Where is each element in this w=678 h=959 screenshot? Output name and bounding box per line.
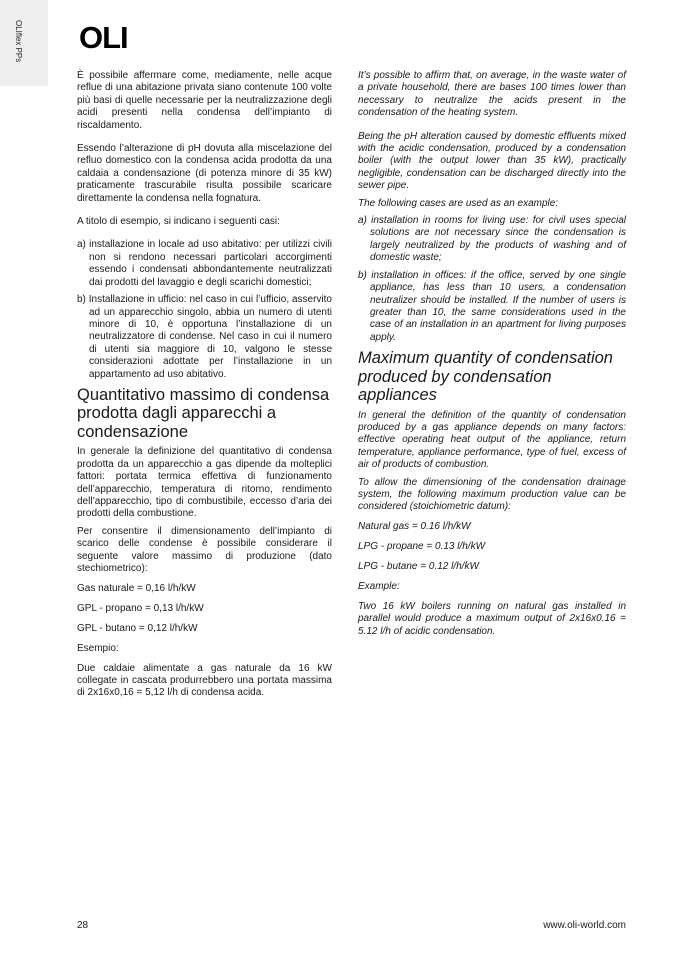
right-para-3: The following cases are used as an example: <box>358 197 559 209</box>
page-number: 28 <box>77 920 89 931</box>
left-value-1: Gas naturale = 0,16 l/h/kW <box>77 583 196 594</box>
left-value-2: GPL - propano = 0,13 l/h/kW <box>77 602 204 614</box>
left-para-2: Essendo l’alterazione di pH dovuta alla miscelazione del refluo domestico con la condensa acida prodotta da una caldaia a condensazione (di potenza minore di 35 kW) praticamente trascurabile risulta possibile scaricare direttamente la condensa nella fognatura. <box>77 143 332 204</box>
left-para-5: Per consentire il dimensionamento dell’impianto di scarico delle condense è possibile considerare il seguente valore massimo di produzione (dato stechiometrico): <box>77 525 332 575</box>
italian-column <box>77 70 332 700</box>
right-value-3: LPG - butane = 0.12 l/h/kW <box>358 561 479 573</box>
left-value-3: GPL - butano = 0,12 l/h/kW <box>77 622 198 634</box>
right-para-6: Two 16 kW boilers running on natural gas installed in parallel would produce a maximum output of 2x16x0.16 = 5.12 l/h of acidic condensation. <box>358 601 626 637</box>
right-para-1: It’s possible to affirm that, on average, in the waste water of a private household, there are bases 100 times lower than necessary to neutralize the acids present in the condensation of the heating system. <box>358 70 626 119</box>
left-para-3: A titolo di esempio, si indicano i seguenti casi: <box>77 216 280 228</box>
left-example-label: Esempio: <box>77 642 119 654</box>
right-value-1: Natural gas = 0.16 l/h/kW <box>358 521 471 533</box>
right-case-a: a) installation in rooms for living use: for civil uses special solutions are not necessary since the condensation is largely neutralized by the products of washing and of domestic waste; <box>358 215 626 264</box>
side-tab <box>0 0 48 86</box>
left-para-1: È possibile affermare come, mediamente, nelle acque reflue di una abitazione privata siano contenute 100 volte più basi di quelle necessarie per la neutralizzazione degli acidi presenti nella condensa dell’impianto di riscaldamento. <box>77 70 332 131</box>
right-para-5: To allow the dimensioning of the condensation drainage system, the following maximum production value can be considered (stoichiometric datum): <box>358 476 626 513</box>
left-para-6: Due caldaie alimentate a gas naturale da 16 kW collegate in cascata produrrebbero una portata massima di 2x16x0,16 = 5,12 l/h di condensa acida. <box>77 662 332 699</box>
right-value-2: LPG - propane = 0.13 l/h/kW <box>358 541 486 553</box>
oli-logo: OLI <box>79 20 128 55</box>
right-para-2: Being the pH alteration caused by domestic effluents mixed with the acidic condensation, produced by a condensation boiler (with the output lower than 35 kW), practically negligible, condensation can be discharged directly into the sewer pipe. <box>358 130 626 192</box>
left-case-b: b) Installazione in ufficio: nel caso in cui l’ufficio, asservito ad un apparecchio singolo, abbia un numero di utenti minore di 10, è opportuna l’installazione di un neutralizzatore di condense. Nel caso in cui il numero di utenti sia maggiore di 10, valgono le stesse considerazioni adottate per l’installazione in un appartamento ad uso abitativo. <box>77 294 332 380</box>
right-heading: Maximum quantity of condensation produced by condensation appliances <box>358 349 613 405</box>
left-para-4: In generale la definizione del quantitativo di condensa prodotta da un apparecchio a gas dipende da molteplici fattori: portata termica effettiva di funzionamento dell’apparecchio, temperatura di ritorno, rendimento dell’apparecchio, tipo di combustibile, eccesso d’aria dei prodotti della combustione. <box>77 446 332 520</box>
left-case-a: a) installazione in locale ad uso abitativo: per utilizzi civili non si rendono necessari particolari accorgimenti essendo i condensati abbondantemente neutralizzati dai prodotti del lavaggio e degli scarichi domestici; <box>77 239 332 288</box>
english-column <box>358 70 626 638</box>
right-para-4: In general the definition of the quantity of condensation produced by a gas appliance depends on many factors: effective operating heat output of the appliance, return temperature, appliance performance, type of fuel, excess of air of products of combustion. <box>358 409 626 471</box>
website-url: www.oli-world.com <box>543 920 626 931</box>
left-heading: Quantitativo massimo di condensa prodotta dagli apparecchi a condensazione <box>77 385 330 441</box>
right-example-label: Example: <box>358 581 400 593</box>
side-tab-label: OLIflex PPs <box>14 20 23 63</box>
right-case-b: b) installation in offices: if the office, served by one single appliance, has less than 10 users, a condensation neutralizer should be installed. If the number of users is greater than 10, the same considerations used in the case of an installation in an apartment for living purposes apply. <box>358 269 626 343</box>
